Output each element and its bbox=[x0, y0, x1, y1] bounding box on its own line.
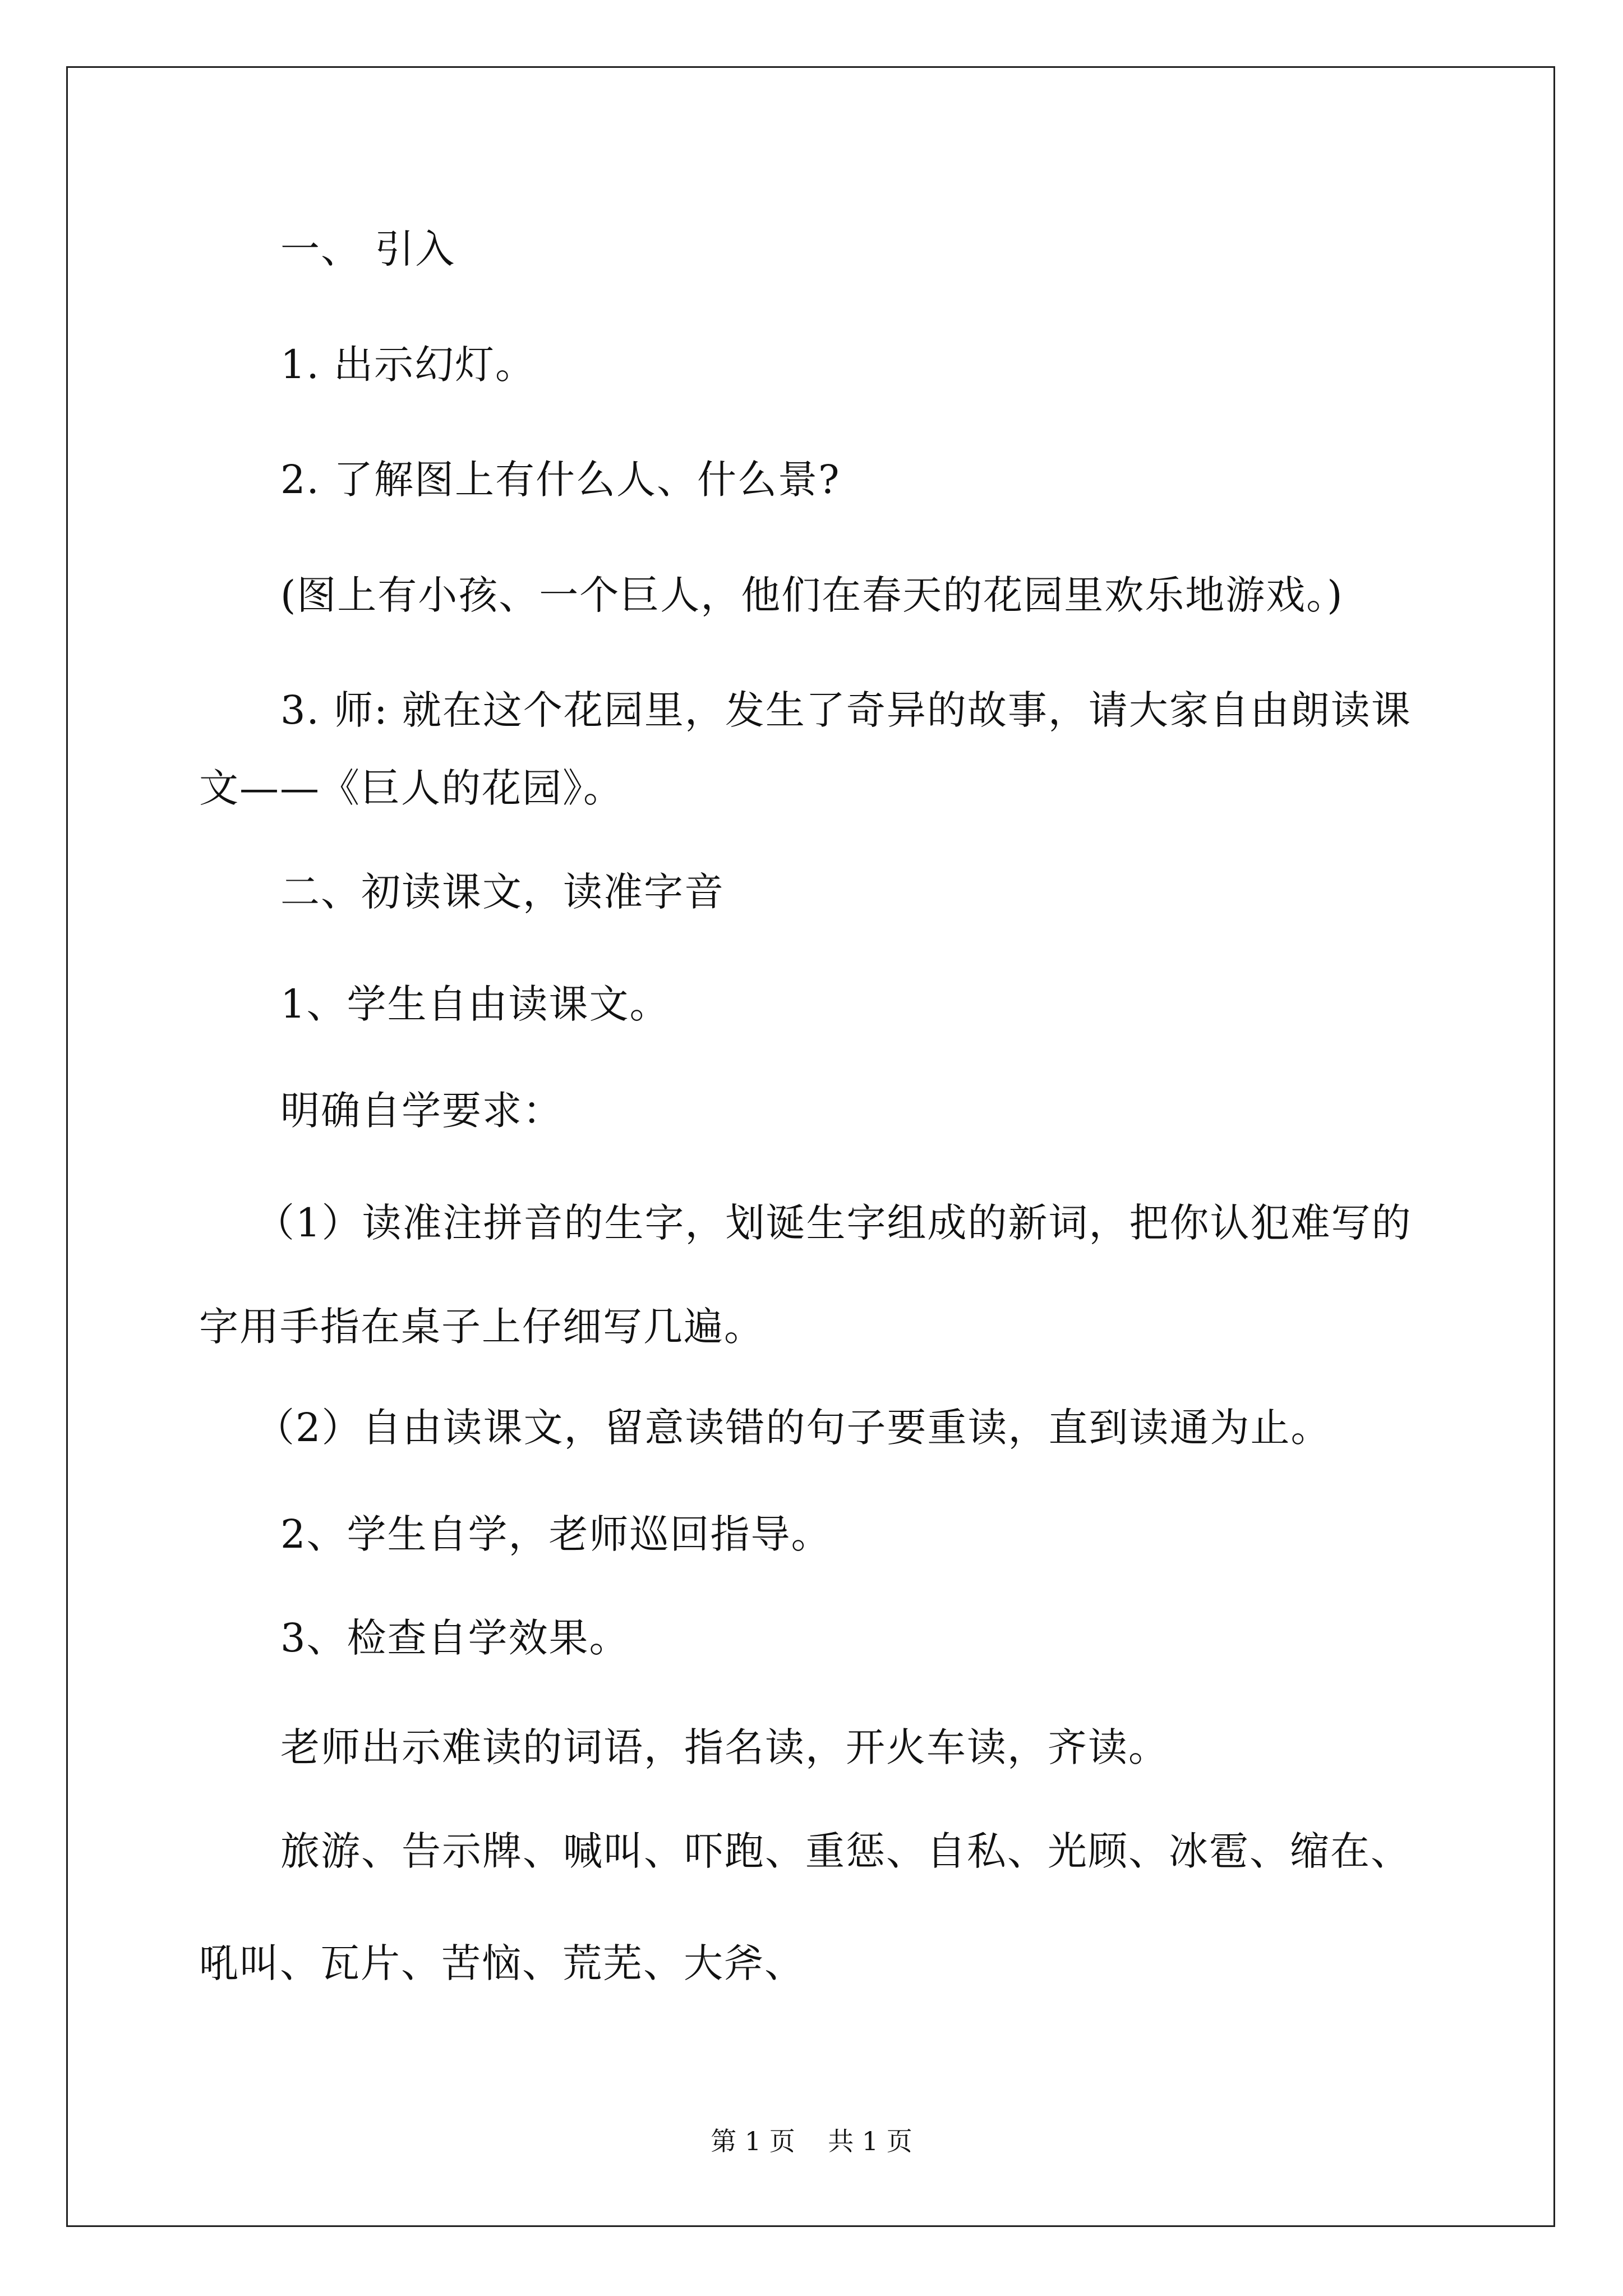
paragraph-line: 2. 了解图上有什么人、什么景? bbox=[280, 457, 841, 503]
paragraph-line: （2）自由读课文，留意读错的句子要重读，直到读通为止。 bbox=[255, 1405, 1331, 1451]
paragraph-line: 字用手指在桌子上仔细写几遍。 bbox=[199, 1304, 764, 1350]
paragraph-line: 明确自学要求： bbox=[280, 1088, 563, 1134]
page-number-footer: 第 1 页 共 1 页 bbox=[711, 2126, 912, 2156]
section-heading-intro: 一、 引入 bbox=[280, 226, 456, 272]
paragraph-line: 3、检查自学效果。 bbox=[280, 1615, 630, 1661]
paragraph-line: 1. 出示幻灯。 bbox=[280, 342, 536, 388]
paragraph-line: 旅游、告示牌、喊叫、吓跑、重惩、自私、光顾、冰雹、缩在、 bbox=[280, 1828, 1411, 1874]
paragraph-line: 老师出示难读的词语，指名读，开火车读，齐读。 bbox=[280, 1724, 1169, 1770]
paragraph-line: 吼叫、瓦片、苦恼、荒芜、大斧、 bbox=[199, 1940, 805, 1986]
paragraph-line: 2、学生自学，老师巡回指导。 bbox=[280, 1511, 832, 1557]
paragraph-line: (图上有小孩、一个巨人，他们在春天的花园里欢乐地游戏。) bbox=[280, 572, 1344, 618]
paragraph-line: 1、学生自由读课文。 bbox=[280, 981, 670, 1027]
paragraph-line: 文——《巨人的花园》。 bbox=[199, 765, 624, 811]
paragraph-line: （1）读准注拼音的生字，划诞生字组成的新词，把你认犯难写的 bbox=[255, 1200, 1412, 1246]
section-heading-reading: 二、初读课文，读准字音 bbox=[280, 869, 725, 915]
paragraph-line: 3. 师: 就在这个花园里，发生了奇异的故事，请大家自由朗读课 bbox=[280, 687, 1412, 733]
page-border bbox=[66, 66, 1555, 2227]
